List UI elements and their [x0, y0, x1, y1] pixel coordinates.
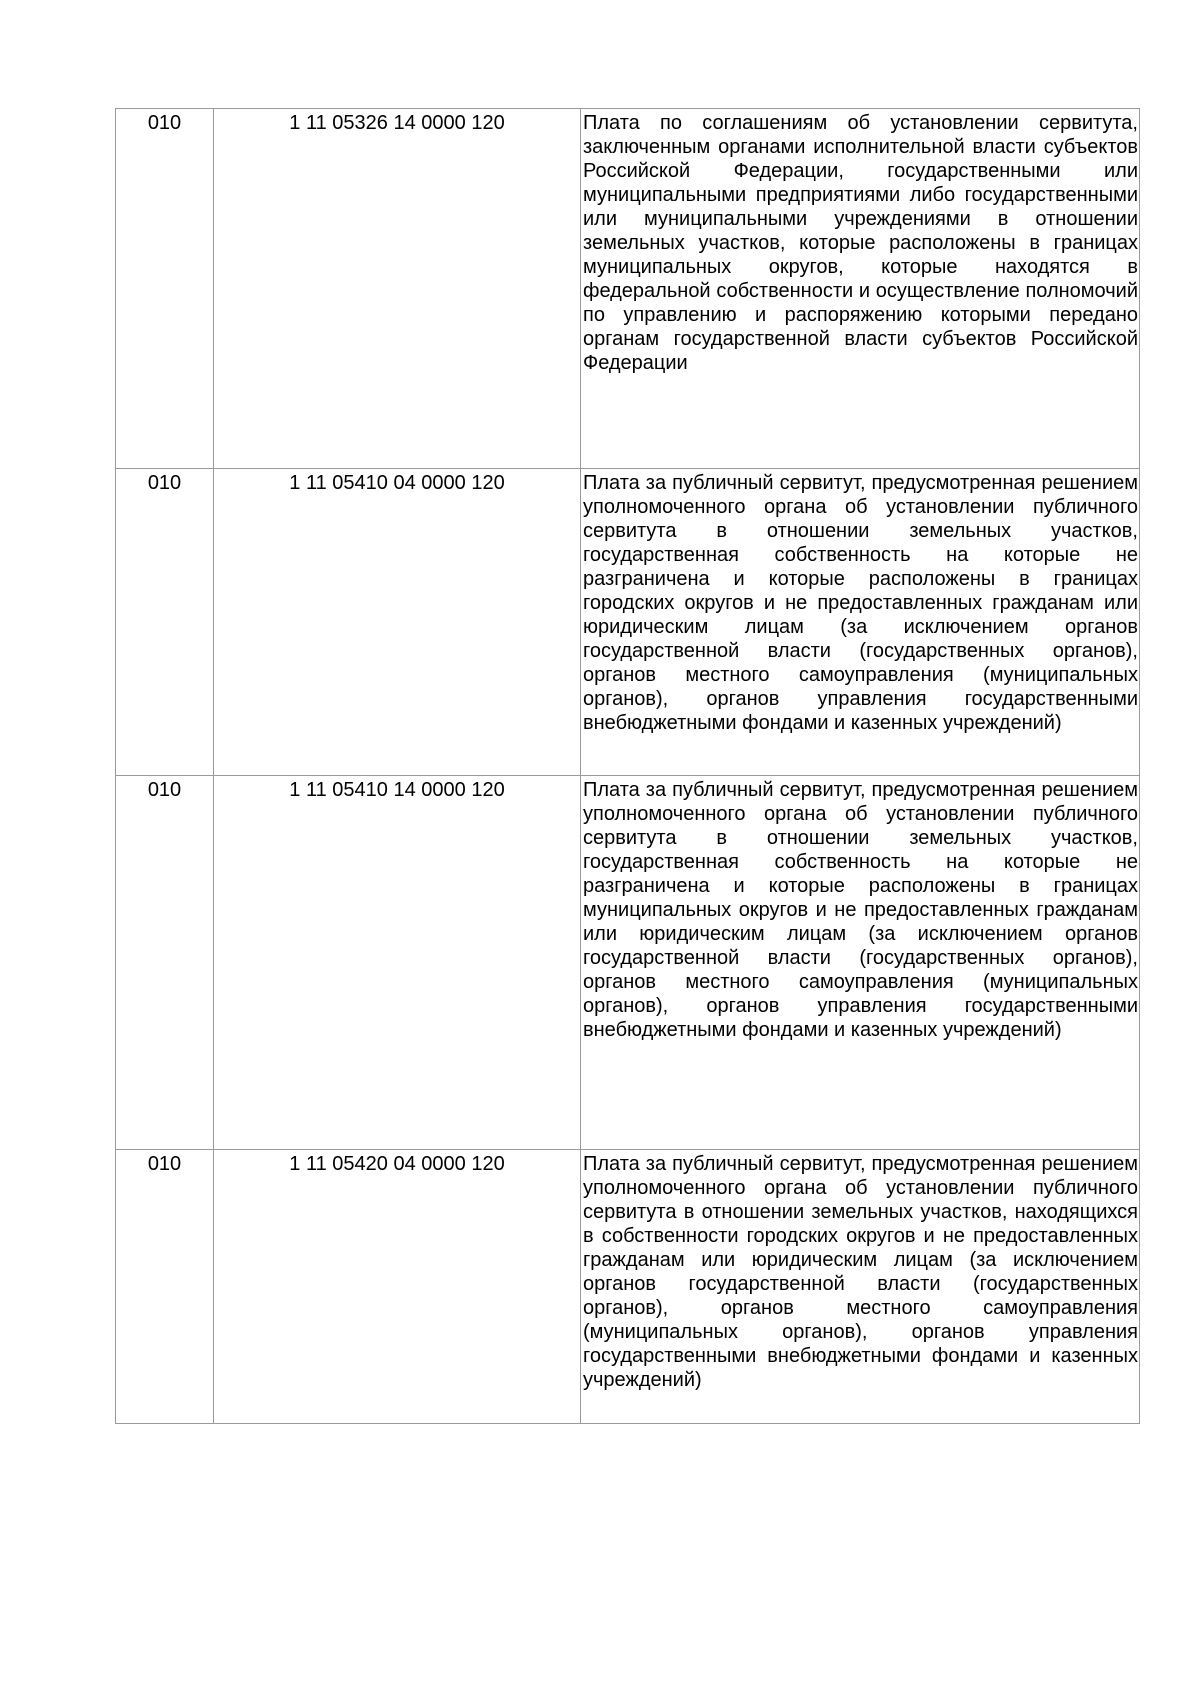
- admin-code-cell: 010: [116, 109, 214, 469]
- description-cell: Плата по соглашениям об установлении сервитута, заключенным органами исполнительной власти субъектов Российской Федерации, государственными или муниципальными предприятиями либо государственными или муниципальными учреждениями в отношении земельных участков, которые расположены в границах муниципальных округов, которые находятся в федеральной собственности и осуществление полномочий по управлению и распоряжению которыми передано органам государственной власти субъектов Российской Федерации: [581, 109, 1140, 469]
- admin-code-cell: 010: [116, 1150, 214, 1424]
- table-body: [116, 109, 1140, 1424]
- admin-code-cell: 010: [116, 776, 214, 1150]
- description-cell: Плата за публичный сервитут, предусмотренная решением уполномоченного органа об установлении публичного сервитута в отношении земельных участков, государственная собственность на которые не разграничена и которые расположены в границах городских округов и не предоставленных гражданам или юридическим лицам (за исключением органов государственной власти (государственных органов), органов местного самоуправления (муниципальных органов), органов управления государственными внебюджетными фондами и казенных учреждений): [581, 469, 1140, 776]
- description-cell: Плата за публичный сервитут, предусмотренная решением уполномоченного органа об установлении публичного сервитута в отношении земельных участков, находящихся в собственности городских округов и не предоставленных гражданам или юридическим лицам (за исключением органов государственной власти (государственных органов), органов местного самоуправления (муниципальных органов), органов управления государственными внебюджетными фондами и казенных учреждений): [581, 1150, 1140, 1424]
- table-row: [116, 109, 1140, 469]
- revenue-code-cell: 1 11 05410 04 0000 120: [214, 469, 581, 776]
- table-row: [116, 1150, 1140, 1424]
- budget-codes-table: [115, 108, 1140, 1424]
- revenue-code-cell: 1 11 05326 14 0000 120: [214, 109, 581, 469]
- table-row: [116, 469, 1140, 776]
- description-cell: Плата за публичный сервитут, предусмотренная решением уполномоченного органа об установлении публичного сервитута в отношении земельных участков, государственная собственность на которые не разграничена и которые расположены в границах муниципальных округов и не предоставленных гражданам или юридическим лицам (за исключением органов государственной власти (государственных органов), органов местного самоуправления (муниципальных органов), органов управления государственными внебюджетными фондами и казенных учреждений): [581, 776, 1140, 1150]
- table-row: [116, 776, 1140, 1150]
- revenue-code-cell: 1 11 05410 14 0000 120: [214, 776, 581, 1150]
- admin-code-cell: 010: [116, 469, 214, 776]
- revenue-code-cell: 1 11 05420 04 0000 120: [214, 1150, 581, 1424]
